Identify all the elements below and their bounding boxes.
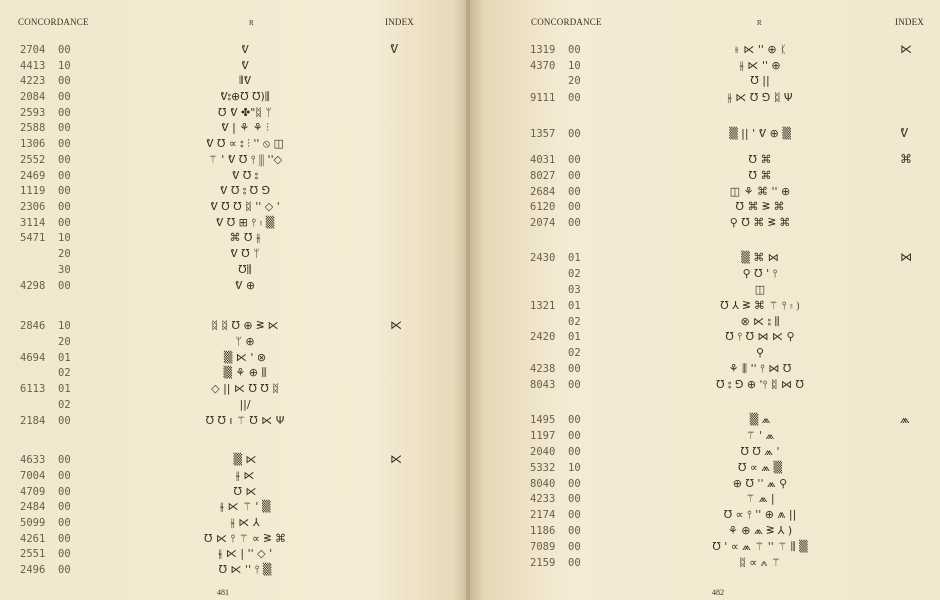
sign-sequence: ⚚ ⩕ | <box>745 492 775 505</box>
entry-number: 8027 <box>530 170 556 182</box>
sign-sequence: Ʊ ⌘ ᕒ ⌘ <box>735 200 785 213</box>
entry-subnumber: 20 <box>58 248 71 260</box>
sign-sequence: ⫳ ⋉ <box>235 469 255 482</box>
entry-subnumber: 00 <box>58 280 71 292</box>
entry-number: 4261 <box>20 533 46 545</box>
sign-sequence: Ʊ ⅄ ᕒ ⌘ ⚚ ⫯ ⦂ ⟯ <box>720 299 800 312</box>
entry-number: 1306 <box>20 138 46 150</box>
entry-subnumber: 00 <box>568 170 581 182</box>
entry-subnumber: 00 <box>568 363 581 375</box>
entry-subnumber: 01 <box>568 331 581 343</box>
sign-sequence: ⫳ ⋉ | '' ◇ ' <box>217 547 273 560</box>
sign-sequence: ⦀ᕓ <box>238 74 252 87</box>
sign-sequence: ▒ ⋉ <box>233 453 257 466</box>
entry-subnumber: 00 <box>58 548 71 560</box>
entry-subnumber: 20 <box>58 336 71 348</box>
sign-sequence: ᕓ ⊕ <box>234 279 256 292</box>
entry-subnumber: 00 <box>568 128 581 140</box>
entry-number: 2430 <box>530 252 556 264</box>
entry-number: 2420 <box>530 331 556 343</box>
sign-sequence: ▒ ⋉ ' ⊗ <box>223 351 267 364</box>
entry-number: 2588 <box>20 122 46 134</box>
entry-number: 7004 <box>20 470 46 482</box>
entry-subnumber: 10 <box>58 320 71 332</box>
concordance-header: CONCORDANCE <box>18 17 89 27</box>
sign-sequence: Ʊ ⋉ ⫯ ⚚ ∝ ᕒ ⌘ <box>204 532 286 545</box>
entry-subnumber: 00 <box>568 493 581 505</box>
sign-sequence: Ʊ ⌘ <box>748 169 772 182</box>
entry-subnumber: 00 <box>58 470 71 482</box>
sign-sequence: Ʊ ' ∝ ⩕ ⚚ '' ⚚ ⫼ ▒ <box>712 540 808 553</box>
entry-subnumber: 00 <box>58 44 71 56</box>
entry-number: 4370 <box>530 60 556 72</box>
entry-subnumber: 00 <box>58 154 71 166</box>
entry-number: 1357 <box>530 128 556 140</box>
entry-subnumber: 00 <box>568 525 581 537</box>
sign-sequence: ⫳ ⋉ '' ⊕ ᛕ <box>733 43 787 56</box>
sign-sequence: ◫ <box>754 283 766 296</box>
sign-sequence: ᕓ | ⚘ ⚘ ⫶ <box>221 121 269 134</box>
entry-number: 3114 <box>20 217 46 229</box>
entry-number: 2159 <box>530 557 556 569</box>
index-header: INDEX <box>385 17 414 27</box>
sign-sequence: ᛥ ∝ ⩕ ⚚ <box>739 556 781 569</box>
index-header: INDEX <box>895 17 924 27</box>
entry-number: 7089 <box>530 541 556 553</box>
entry-number: 4238 <box>530 363 556 375</box>
entry-subnumber: 00 <box>58 201 71 213</box>
entry-number: 2469 <box>20 170 46 182</box>
entry-subnumber: 00 <box>58 486 71 498</box>
sign-sequence: ◫ ⚘ ⌘ '' ⊕ <box>729 185 791 198</box>
entry-subnumber: 00 <box>568 541 581 553</box>
index-sign: ⋉ <box>390 452 402 466</box>
entry-subnumber: 00 <box>58 415 71 427</box>
entry-number: 1495 <box>530 414 556 426</box>
index-sign: ᕓ <box>390 42 399 56</box>
entry-subnumber: 00 <box>58 138 71 150</box>
entry-number: 5332 <box>530 462 556 474</box>
entry-subnumber: 20 <box>568 75 581 87</box>
sign-sequence: Ʊ ᕓ ✤"ᛥ ᛘ <box>218 106 272 119</box>
entry-number: 4709 <box>20 486 46 498</box>
sign-sequence: Ʊ ⫯ Ʊ ⋈ ⋉ ⚲ <box>725 330 795 343</box>
entry-number: 2174 <box>530 509 556 521</box>
sign-sequence: ▒ || ' ᕓ ⊕ ▒ <box>729 127 791 140</box>
entry-subnumber: 00 <box>58 185 71 197</box>
entry-subnumber: 00 <box>568 509 581 521</box>
column-r-header: R <box>757 19 762 27</box>
entry-number: 4298 <box>20 280 46 292</box>
entry-subnumber: 00 <box>58 454 71 466</box>
entry-number: 2184 <box>20 415 46 427</box>
entry-number: 2704 <box>20 44 46 56</box>
entry-subnumber: 01 <box>568 252 581 264</box>
index-sign: ⋉ <box>390 318 402 332</box>
sign-sequence: ᕓ <box>241 59 249 72</box>
entry-subnumber: 00 <box>568 446 581 458</box>
sign-sequence: ᛥ ᛥ Ʊ ⊕ ᕒ ⋉ <box>211 319 279 332</box>
entry-subnumber: 00 <box>58 91 71 103</box>
sign-sequence: ⊕ Ʊ '' ⩕ ⚲ <box>732 477 788 490</box>
entry-number: 1321 <box>530 300 556 312</box>
entry-number: 1186 <box>530 525 556 537</box>
entry-subnumber: 02 <box>568 268 581 280</box>
entry-subnumber: 00 <box>58 517 71 529</box>
sign-sequence: Ʊ ⋉ <box>233 485 257 498</box>
concordance-header: CONCORDANCE <box>531 17 602 27</box>
sign-sequence: ||/ <box>239 398 251 411</box>
page-number: 481 <box>217 588 229 597</box>
entry-number: 2306 <box>20 201 46 213</box>
sign-sequence: Ʊ || <box>750 74 770 87</box>
sign-sequence: Ʊ ⦂ ⅁ ⊕ '⫯ ᛥ ⋈ Ʊ <box>716 378 804 391</box>
entry-subnumber: 00 <box>58 122 71 134</box>
entry-subnumber: 00 <box>58 564 71 576</box>
entry-subnumber: 00 <box>58 533 71 545</box>
page-number: 482 <box>712 588 724 597</box>
right-page <box>470 0 940 600</box>
sign-sequence: ⚘ ⫼ '' ⫯ ⋈ Ʊ <box>728 362 792 375</box>
entry-number: 1319 <box>530 44 556 56</box>
entry-number: 2074 <box>530 217 556 229</box>
entry-number: 4233 <box>530 493 556 505</box>
entry-subnumber: 00 <box>58 501 71 513</box>
sign-sequence: ⚚ ' ᕓ Ʊ ⫯ ⫼ ''◇ <box>207 153 283 166</box>
entry-subnumber: 00 <box>568 201 581 213</box>
entry-subnumber: 00 <box>58 107 71 119</box>
entry-subnumber: 00 <box>568 557 581 569</box>
entry-number: 4413 <box>20 60 46 72</box>
sign-sequence: Ʊ ∝ ⫯ '' ⊕ ⩕ || <box>723 508 797 521</box>
entry-subnumber: 00 <box>568 379 581 391</box>
index-sign: ⋉ <box>900 42 912 56</box>
entry-number: 8040 <box>530 478 556 490</box>
sign-sequence: ⫳ ⋉ ⚚ ' ▒ <box>219 500 271 513</box>
sign-sequence: ⫳ ⋉ Ʊ ⅁ ᛥ Ψ <box>727 91 793 104</box>
entry-subnumber: 01 <box>58 383 71 395</box>
entry-subnumber: 00 <box>58 217 71 229</box>
index-sign: ⋈ <box>900 250 912 264</box>
entry-subnumber: 02 <box>58 367 71 379</box>
sign-sequence: ⫳ ⋉ ⅄ <box>230 516 260 529</box>
entry-number: 2084 <box>20 91 46 103</box>
entry-number: 2552 <box>20 154 46 166</box>
entry-subnumber: 30 <box>58 264 71 276</box>
entry-subnumber: 02 <box>58 399 71 411</box>
entry-number: 1197 <box>530 430 556 442</box>
index-sign: ᕓ <box>900 126 909 140</box>
entry-number: 4633 <box>20 454 46 466</box>
left-page <box>0 0 468 600</box>
entry-number: 2484 <box>20 501 46 513</box>
sign-sequence: Ʊ ⌘ <box>748 153 772 166</box>
entry-subnumber: 00 <box>58 75 71 87</box>
entry-subnumber: 02 <box>568 347 581 359</box>
entry-number: 9111 <box>530 92 556 104</box>
sign-sequence: ⫳ ⋉ '' ⊕ <box>739 59 781 72</box>
entry-subnumber: 00 <box>568 217 581 229</box>
entry-number: 2593 <box>20 107 46 119</box>
entry-subnumber: 03 <box>568 284 581 296</box>
entry-number: 4223 <box>20 75 46 87</box>
entry-subnumber: 01 <box>568 300 581 312</box>
entry-number: 2496 <box>20 564 46 576</box>
sign-sequence: ᛘ ⊕ <box>235 335 255 348</box>
sign-sequence: ᕓ Ʊ Ʊ ᛥ '' ◇ ' <box>210 200 280 213</box>
entry-subnumber: 10 <box>58 60 71 72</box>
sign-sequence: ᕓ Ʊ ⦂ <box>231 169 259 182</box>
entry-subnumber: 00 <box>58 170 71 182</box>
sign-sequence: ⚲ Ʊ ⌘ ᕒ ⌘ <box>729 216 791 229</box>
sign-sequence: ⊗ ⋉ ⦂ ⫼ <box>740 315 780 328</box>
entry-subnumber: 10 <box>568 462 581 474</box>
index-sign: ⩕ <box>900 412 910 426</box>
entry-number: 1119 <box>20 185 46 197</box>
sign-sequence: ▒ ⌘ ⋈ <box>741 251 779 264</box>
entry-subnumber: 00 <box>568 92 581 104</box>
sign-sequence: Ʊ⫼ <box>238 263 252 276</box>
entry-subnumber: 00 <box>568 414 581 426</box>
entry-number: 8043 <box>530 379 556 391</box>
sign-sequence: Ʊ Ʊ ⩕ ' <box>740 445 780 458</box>
entry-subnumber: 00 <box>568 478 581 490</box>
entry-number: 2040 <box>530 446 556 458</box>
sign-sequence: ᕓ Ʊ ⦂ Ʊ ⅁ <box>219 184 271 197</box>
sign-sequence: ◇ || ⋉ Ʊ Ʊ ᛥ <box>211 382 279 395</box>
entry-number: 2551 <box>20 548 46 560</box>
sign-sequence: ▒ ⩕ <box>749 413 771 426</box>
sign-sequence: ᕓ <box>241 43 249 56</box>
sign-sequence: ⚘ ⊕ ⩕ ᕒ ⅄ ) <box>727 524 793 537</box>
sign-sequence: ᕓ Ʊ ᛘ <box>230 247 260 260</box>
entry-number: 4031 <box>530 154 556 166</box>
index-sign: ⌘ <box>900 152 912 166</box>
sign-sequence: Ʊ Ʊ ı ⚚ Ʊ ⋉ Ψ <box>205 414 285 427</box>
entry-subnumber: 00 <box>568 430 581 442</box>
sign-sequence: ᕓ⦂⊕Ʊ Ʊ)⫼ <box>220 90 270 103</box>
sign-sequence: ᕓ Ʊ ∝ ⦂ ⫶ '' ⦸ ◫ <box>206 137 284 150</box>
entry-subnumber: 02 <box>568 316 581 328</box>
entry-number: 4694 <box>20 352 46 364</box>
entry-subnumber: 00 <box>568 154 581 166</box>
column-r-header: R <box>249 19 254 27</box>
sign-sequence: Ʊ ∝ ⩕ ▒ <box>738 461 782 474</box>
entry-subnumber: 00 <box>568 186 581 198</box>
entry-number: 6113 <box>20 383 46 395</box>
sign-sequence: ⚚ ' ⩕ <box>745 429 775 442</box>
entry-subnumber: 01 <box>58 352 71 364</box>
sign-sequence: ᕓ Ʊ ⊞ ⫯ ⦂ ▒ <box>215 216 275 229</box>
sign-sequence: ⚲ Ʊ ' ⫯ <box>742 267 778 280</box>
entry-number: 6120 <box>530 201 556 213</box>
entry-number: 2846 <box>20 320 46 332</box>
entry-subnumber: 10 <box>568 60 581 72</box>
sign-sequence: Ʊ ⋉ '' ⫯ ▒ <box>218 563 272 576</box>
entry-number: 2684 <box>530 186 556 198</box>
sign-sequence: ▒ ⚘ ⊕ ⫼ <box>223 366 267 379</box>
entry-number: 5471 <box>20 232 46 244</box>
sign-sequence: ⚲ <box>755 346 765 359</box>
entry-number: 5099 <box>20 517 46 529</box>
entry-subnumber: 10 <box>58 232 71 244</box>
sign-sequence: ⌘ Ʊ ⫳ <box>229 231 261 244</box>
entry-subnumber: 00 <box>568 44 581 56</box>
